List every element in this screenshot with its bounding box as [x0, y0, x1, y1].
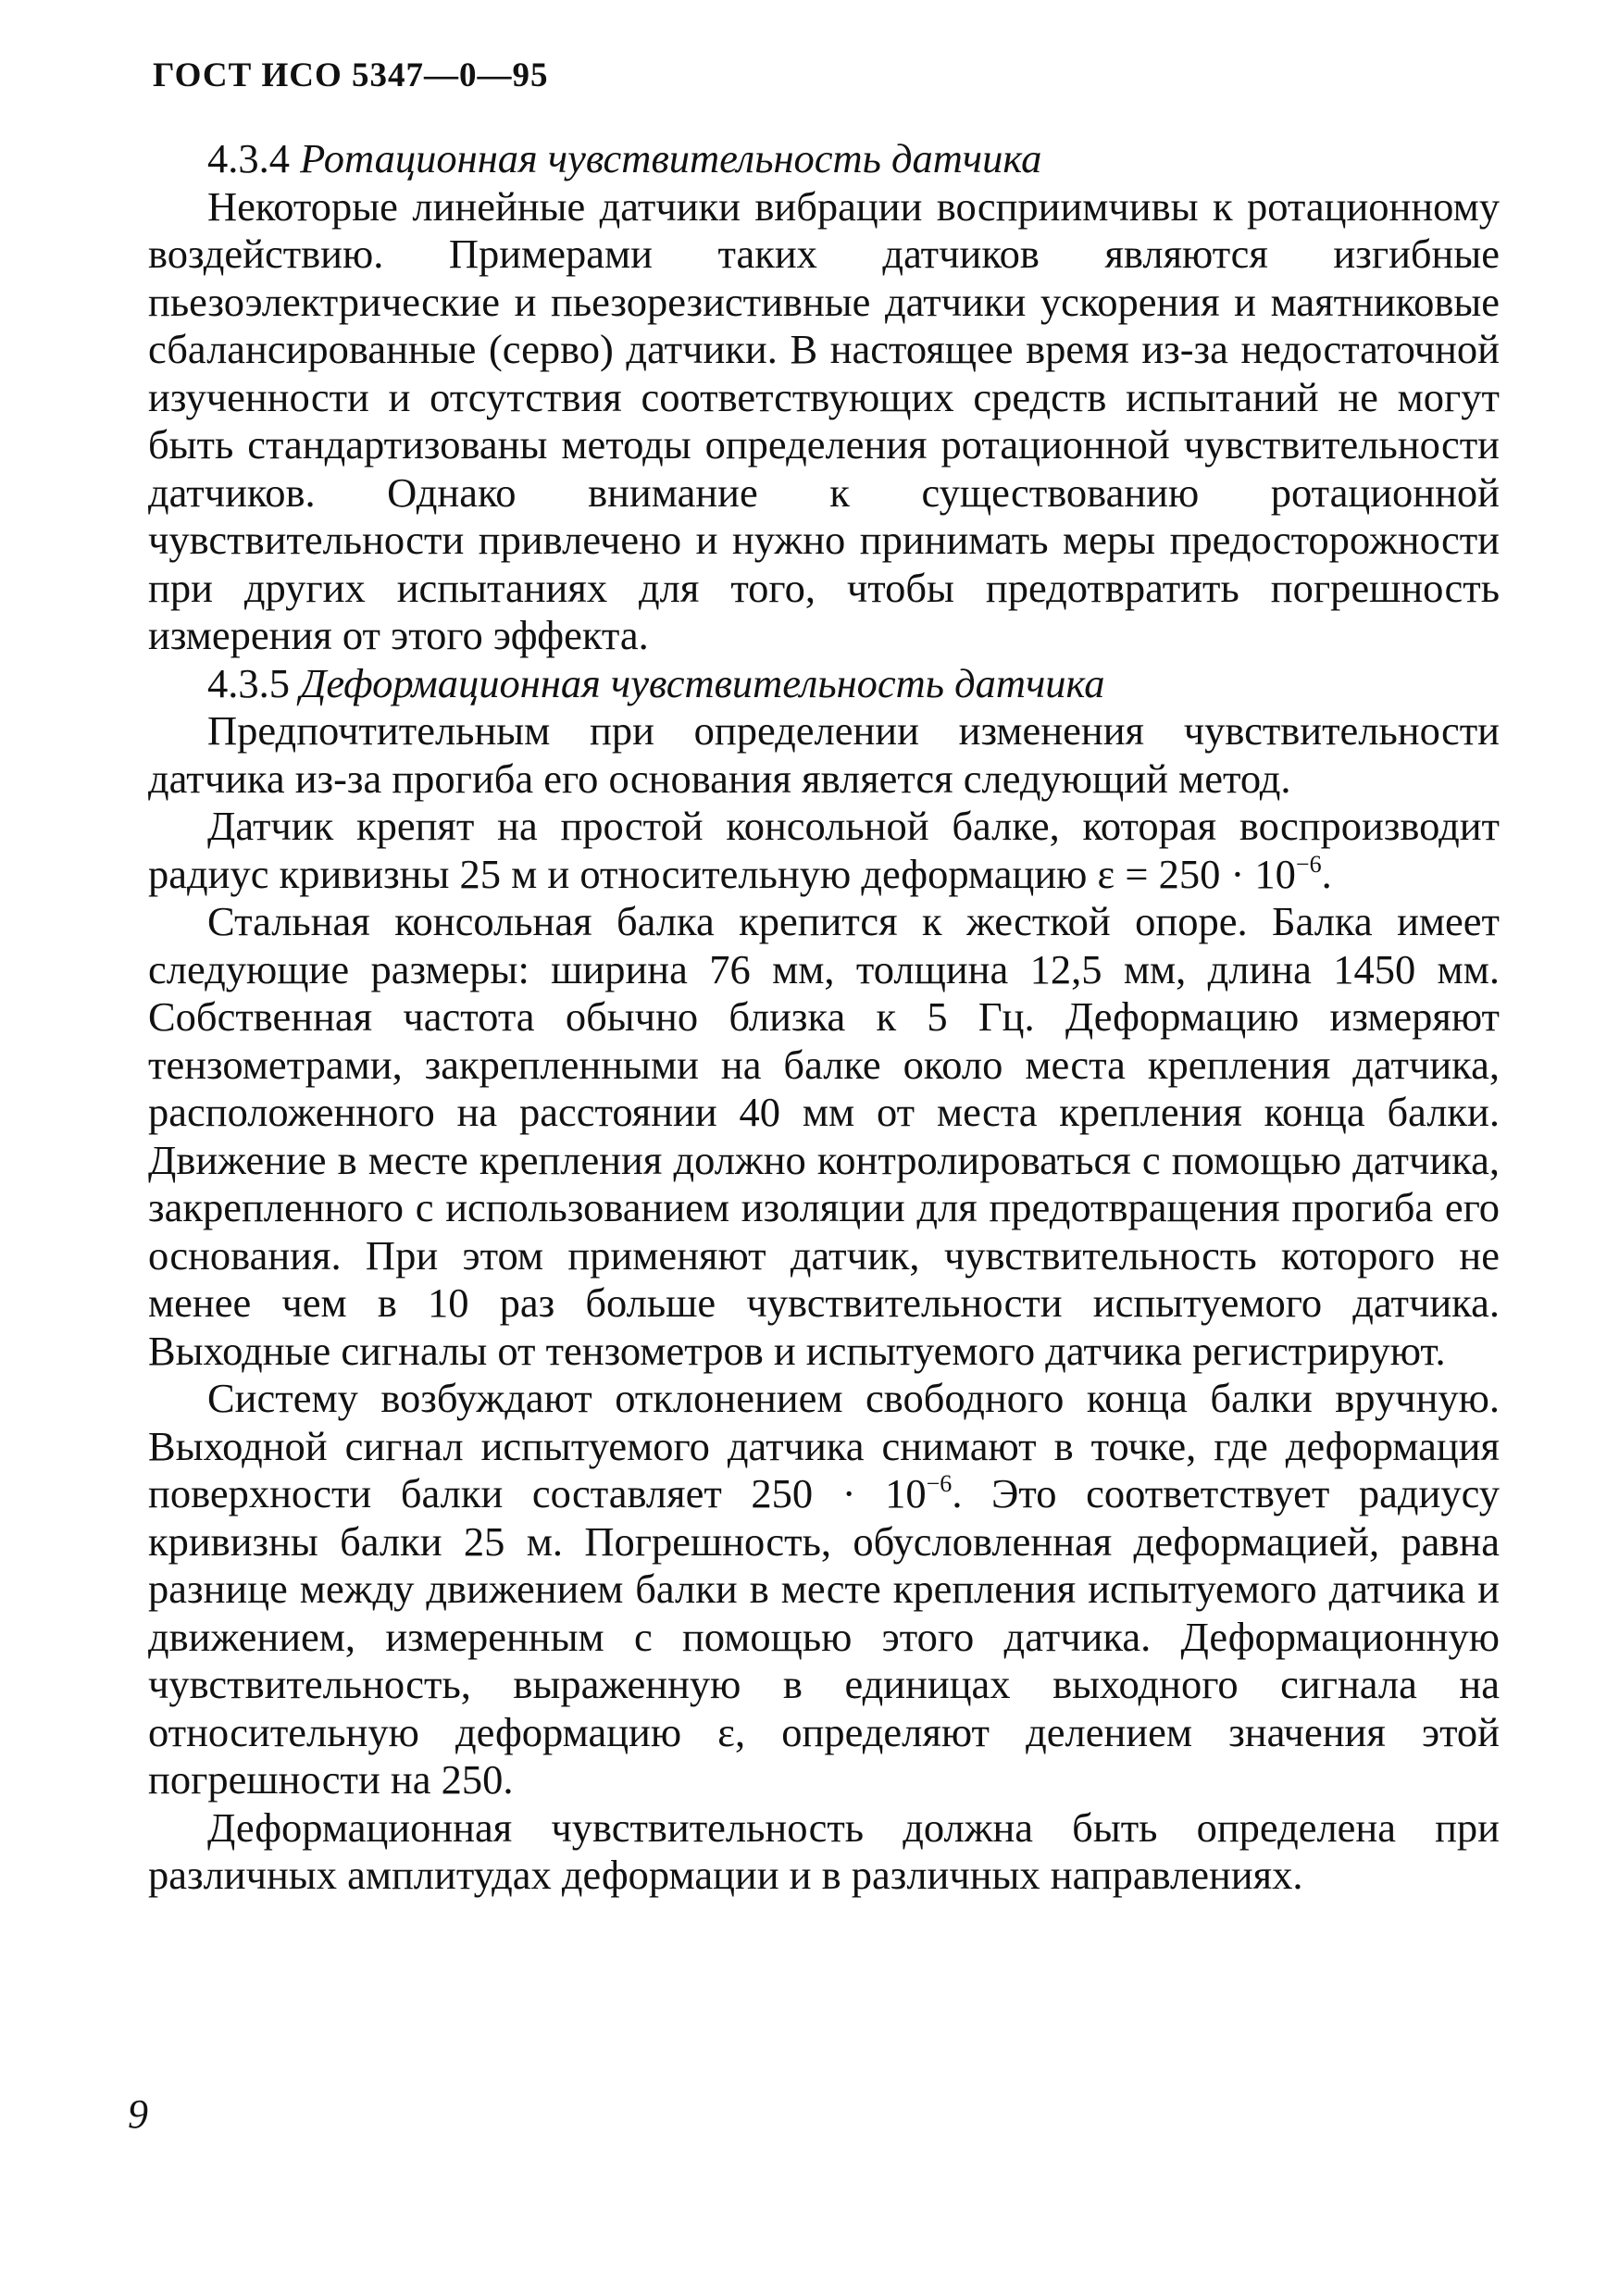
formula-exponent: −6: [1295, 850, 1322, 878]
section-heading-4-3-4: [148, 135, 1500, 183]
excitation-text-start: Систему возбуждают отклонением свободного конца балки вручную. Выходной сигнал испытуемого датчика снимают в точке, где деформация поверхности балки составляет 250 · 10: [148, 1375, 1500, 1516]
section-heading-4-3-5: [148, 660, 1500, 708]
paragraph-excitation: [148, 1375, 1500, 1804]
paragraph-rotational: Некоторые линейные датчики вибрации восприимчивы к ротационному воздействию. Примерами таких датчиков являются изгибные пьезоэлектрические и пьезорезистивные датчики ускорения и маятниковые сбалансированные (серво) датчики. В настоящее время из-за недостаточной изученности и отсутствия соответствующих средств испытаний не могут быть стандартизованы методы определения ротационной чувствительности датчиков. Однако внимание к существованию ротационной чувствительности привлечено и нужно принимать меры предосторожности при других испытаниях для того, чтобы предотвратить погрешность измерения от этого эффекта.: [148, 182, 1500, 658]
section-title: Деформационная чувствительность датчика: [300, 659, 1105, 706]
body-text: [148, 135, 1500, 1900]
document-header: ГОСТ ИСО 5347—0—95: [153, 56, 549, 94]
excitation-exponent: −6: [926, 1470, 953, 1497]
excitation-text-end: . Это соответствует радиусу кривизны балки 25 м. Погрешность, обусловленная деформацией, равна разнице между движением балки в месте крепления испытуемого датчика и движением, измеренным с помощью этого датчика. Деформационную чувствительность, выраженную в единицах выходного сигнала на относительную деформацию ε, определяют делением значения этой погрешности на 250.: [148, 1470, 1500, 1803]
page-number: 9: [128, 2091, 148, 2137]
formula-tail: .: [1321, 850, 1332, 897]
section-number: 4.3.5: [207, 659, 290, 706]
formula-text: Датчик крепят на простой консольной балке, которая воспроизводит радиус кривизны 25 м и относительную деформацию ε = 250 · 10: [148, 803, 1500, 897]
paragraph-preferred-method: Предпочтительным при определении изменения чувствительности датчика из-за прогиба его основания является следующий метод.: [148, 707, 1500, 802]
section-title: Ротационная чувствительность датчика: [300, 135, 1042, 181]
paragraph-final: Деформационная чувствительность должна быть определена при различных амплитудах деформации и в различных направлениях.: [148, 1803, 1500, 1898]
paragraph-mounting: [148, 803, 1500, 898]
paragraph-beam: Стальная консольная балка крепится к жесткой опоре. Балка имеет следующие размеры: ширина 76 мм, толщина 12,5 мм, длина 1450 мм. Собственная частота обычно близка к 5 Гц. Деформацию измеряют тензометрами, закрепленными на балке около места крепления датчика, расположенного на расстоянии 40 мм от места крепления конца балки. Движение в месте крепления должно контролироваться с помощью датчика, закрепленного с использованием изоляции для предотвращения прогиба его основания. При этом применяют датчик, чувствительность которого не менее чем в 10 раз больше чувствительности испытуемого датчика. Выходные сигналы от тензометров и испытуемого датчика регистрируют.: [148, 898, 1500, 1374]
section-number: 4.3.4: [207, 135, 290, 181]
